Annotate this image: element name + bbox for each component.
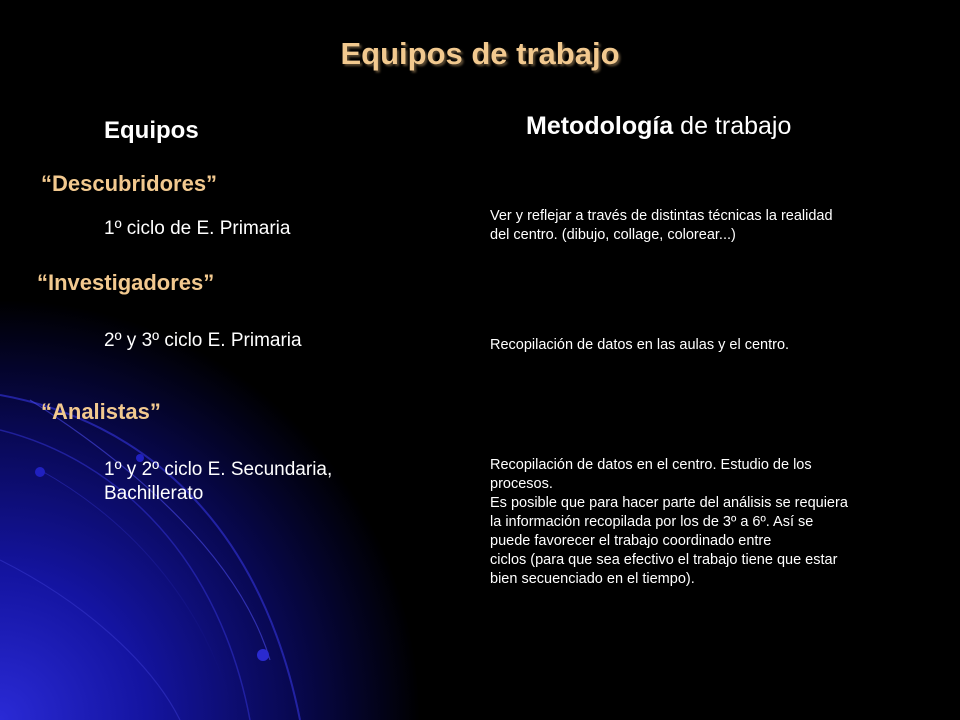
method-line: Recopilación de datos en las aulas y el centro. — [490, 337, 790, 353]
method-line: la información recopilada por los de 3º a 6º. Así se — [490, 514, 814, 530]
decorative-dot — [257, 649, 269, 661]
team-method-analistas — [490, 456, 848, 589]
method-line: ciclos (para que sea efectivo el trabajo tiene que estar — [490, 552, 838, 568]
method-line: procesos. — [490, 476, 553, 492]
method-line: bien secuenciado en el tiempo). — [490, 571, 695, 587]
team-cycle-investigadores — [104, 329, 302, 353]
cycle-line: 2º y 3º ciclo E. Primaria — [104, 330, 302, 351]
cycle-line: 1º y 2º ciclo E. Secundaria, — [104, 459, 333, 480]
page-title: Equipos de trabajo — [340, 36, 620, 71]
cycle-line: Bachillerato — [104, 483, 204, 504]
method-line: Es posible que para hacer parte del análisis se requiera — [490, 495, 848, 511]
team-method-investigadores — [490, 336, 789, 355]
team-name-descubridores: “Descubridores” — [41, 171, 218, 196]
team-cycle-analistas — [104, 458, 332, 506]
header-metodologia-rest: de trabajo — [673, 112, 792, 140]
team-cycle-descubridores — [104, 217, 290, 241]
decorative-dot — [35, 467, 45, 477]
method-line: Recopilación de datos en el centro. Estudio de los — [490, 457, 812, 473]
team-name-analistas: “Analistas” — [41, 399, 161, 424]
header-equipos: Equipos — [104, 117, 199, 144]
method-line: puede favorecer el trabajo coordinado entre — [490, 533, 772, 549]
header-metodologia-bold: Metodología — [526, 112, 674, 140]
team-method-descubridores — [490, 207, 833, 245]
header-metodologia — [526, 112, 791, 141]
method-line: del centro. (dibujo, collage, colorear...) — [490, 227, 736, 243]
method-line: Ver y reflejar a través de distintas técnicas la realidad — [490, 208, 833, 224]
team-name-investigadores: “Investigadores” — [37, 270, 215, 295]
cycle-line: 1º ciclo de E. Primaria — [104, 218, 291, 239]
